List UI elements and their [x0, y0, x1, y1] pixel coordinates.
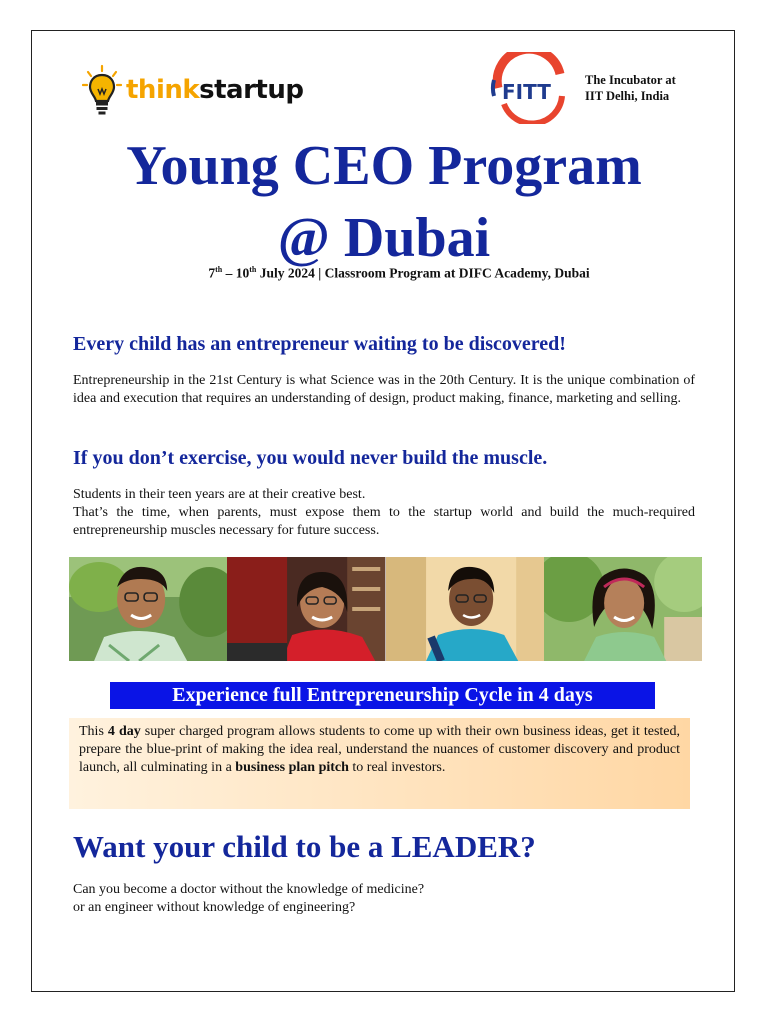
section2-body — [73, 486, 695, 540]
fitt-logo — [488, 52, 568, 124]
section2-line2: That’s the time, when parents, must expose them to the startup world and build the much-required entrepreneurship muscles necessary for future success. — [73, 505, 695, 538]
callout-bold-4day: 4 day — [107, 724, 141, 739]
fitt-tagline — [585, 72, 676, 104]
leader-line2: or an engineer without knowledge of engineering? — [73, 900, 356, 915]
section1-body: Entrepreneurship in the 21st Century is what Science was in the 20th Century. It is the unique combination of idea and execution that requires an understanding of design, product making, finance, marketing and selling. — [73, 373, 695, 406]
section2-heading: If you don’t exercise, you would never build the muscle. — [73, 447, 548, 469]
thinkstartup-wordmark: thinkstartup — [126, 75, 304, 105]
thinkstartup-logo — [82, 62, 303, 118]
student-girl-smiling-photo — [544, 557, 702, 661]
program-title-line2: @ Dubai — [277, 207, 491, 269]
program-callout: This 4 day super charged program allows students to come up with their own business ideas, get it tested, prepare the blue-print of making the idea real, understand the nuances of customer discovery and product launch, all culminating in a business plan pitch to real investors. — [69, 718, 690, 809]
section1-heading: Every child has an entrepreneur waiting to be discovered! — [73, 333, 566, 355]
section2-line1: Students in their teen years are at their creative best. — [73, 487, 366, 502]
leader-heading: Want your child to be a LEADER? — [73, 829, 536, 864]
student-boy-glasses-photo — [69, 557, 227, 661]
fitt-logo-text: FITT — [502, 80, 551, 104]
student-girl-laptop-photo — [227, 557, 385, 661]
program-title-line1: Young CEO Program — [126, 135, 642, 197]
program-dateline: 7th – 10th July 2024 | Classroom Program at DIFC Academy, Dubai — [208, 265, 590, 281]
leader-line1: Can you become a doctor without the knowledge of medicine? — [73, 882, 425, 897]
lightbulb-icon — [82, 64, 122, 116]
callout-bold-pitch: business plan pitch — [235, 760, 349, 775]
student-boy-backpack-photo — [386, 557, 544, 661]
fitt-tagline-line2: IIT Delhi, India — [585, 89, 670, 103]
student-photo-strip — [69, 557, 702, 661]
fitt-tagline-line1: The Incubator at — [585, 73, 676, 87]
leader-body — [73, 881, 424, 917]
experience-banner: Experience full Entrepreneurship Cycle in 4 days — [110, 682, 655, 709]
